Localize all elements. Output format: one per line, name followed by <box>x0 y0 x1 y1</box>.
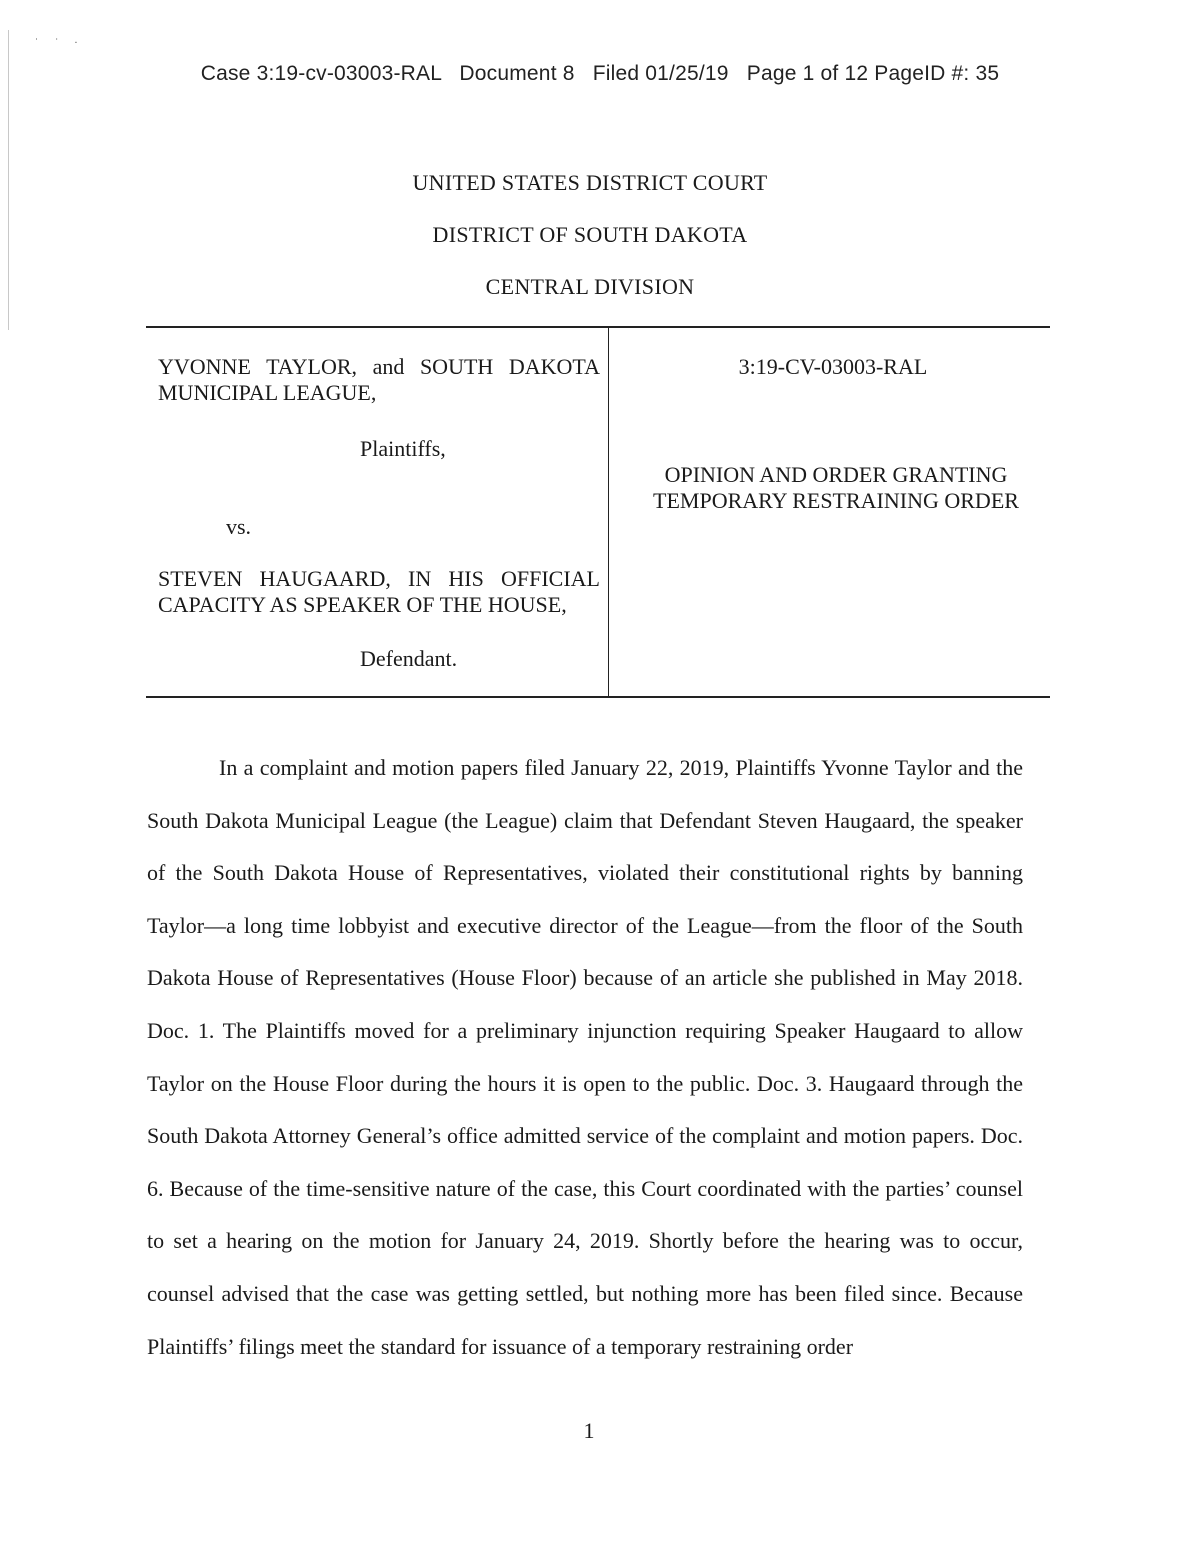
page-number: 1 <box>583 1418 595 1443</box>
defendant-line-1: STEVEN HAUGAARD, IN HIS OFFICIAL <box>158 566 600 591</box>
scan-specks: ˙ ˙ · <box>34 38 84 49</box>
plaintiffs-label: Plaintiffs, <box>360 436 446 461</box>
court-name: UNITED STATES DISTRICT COURT <box>412 170 768 195</box>
caption-divider <box>608 328 609 696</box>
defendant-line-2: CAPACITY AS SPEAKER OF THE HOUSE, <box>158 592 567 617</box>
document-title: OPINION AND ORDER GRANTING TEMPORARY RESTRAINING ORDER <box>653 462 1019 513</box>
plaintiffs-line-2: MUNICIPAL LEAGUE, <box>158 380 377 405</box>
court-district: DISTRICT OF SOUTH DAKOTA <box>432 222 748 247</box>
plaintiffs-line-1: YVONNE TAYLOR, and SOUTH DAKOTA <box>158 354 600 379</box>
body-paragraph: In a complaint and motion papers filed January 22, 2019, Plaintiffs Yvonne Taylor and the South Dakota Municipal League (the League) claim that Defendant Steven Haugaard, the speaker of the South Dakota House of Representatives, violated their constitutional rights by banning Taylor—a long time lobbyist and executive director of the League—from the floor of the South Dakota House of Representatives (House Floor) because of an article she published in May 2018. Doc. 1. The Plaintiffs moved for a preliminary injunction requiring Speaker Haugaard to allow Taylor on the House Floor during the hours it is open to the public. Doc. 3. Haugaard through the South Dakota Attorney General’s office admitted service of the complaint and motion papers. Doc. 6. Because of the time-sensitive nature of the case, this Court coordinated with the parties’ counsel to set a hearing on the motion for January 24, 2019. Shortly before the hearing was to occur, counsel advised that the case was getting settled, but nothing more has been filed since. Because Plaintiffs’ filings meet the standard for issuance of a temporary restraining order <box>147 755 1023 1359</box>
defendant-label: Defendant. <box>360 646 458 671</box>
court-division: CENTRAL DIVISION <box>485 274 695 299</box>
case-header: Case 3:19-cv-03003-RAL Document 8 Filed 01/25/19 Page 1 of 12 PageID #: 35 <box>200 62 1000 85</box>
case-caption <box>146 326 1050 698</box>
caption-defendant <box>158 566 600 618</box>
caption-parties <box>158 354 600 406</box>
versus-label: vs. <box>226 514 252 539</box>
case-number: 3:19-CV-03003-RAL <box>738 354 928 379</box>
